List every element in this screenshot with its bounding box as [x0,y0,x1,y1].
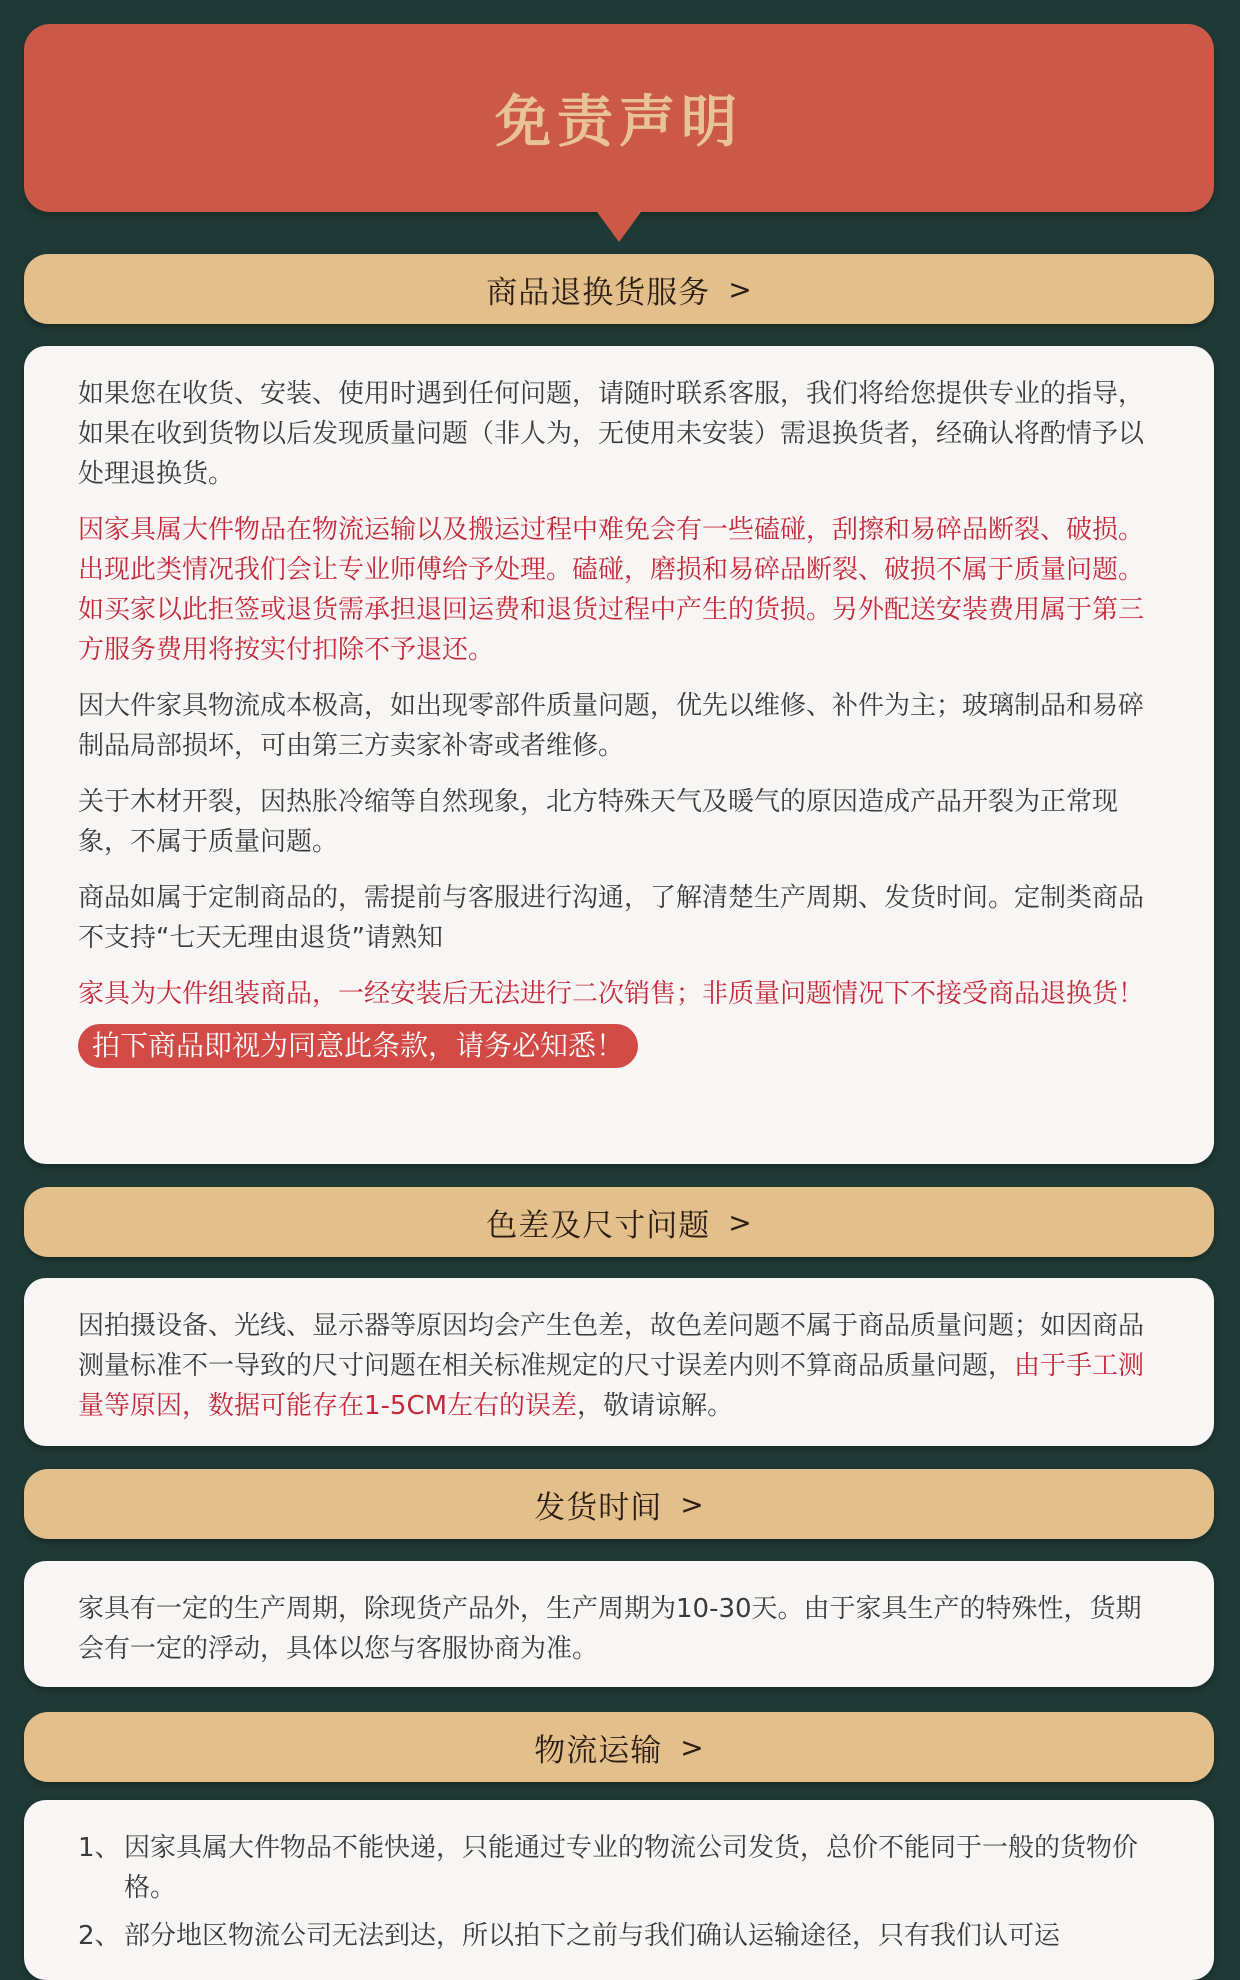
section-header-color-size[interactable] [24,1187,1214,1257]
chevron-right-icon: > [728,1205,752,1239]
color-size-text-red: 由于手工测量等原因，数据可能存在1-5CM左右的误差 [78,1351,1145,1421]
section-header-shipping-time[interactable] [24,1469,1214,1539]
shipping-time-card [24,1561,1214,1687]
returns-paragraph-6: 家具为大件组装商品，一经安装后无法进行二次销售；非质量问题情况下不接受商品退换货！ [78,979,1145,1009]
section-header-label: 物流运输 [534,1732,663,1769]
chevron-right-icon: > [728,272,752,306]
returns-paragraph-5: 商品如属于定制商品的，需提前与客服进行沟通，了解清楚生产周期、发货时间。定制类商品不支持“七天无理由退货”请熟知 [78,883,1145,953]
section-header-label: 发货时间 [534,1489,663,1526]
logistics-card [24,1800,1214,1980]
returns-paragraph-1: 如果您在收货、安装、使用时遇到任何问题，请随时联系客服，我们将给您提供专业的指导，如果在收到货物以后发现质量问题（非人为，无使用未安装）需退换货者，经确认将酌情予以处理退换货。 [78,379,1145,489]
color-size-text [78,1306,1160,1426]
chevron-right-icon: > [680,1487,704,1521]
section-header-returns[interactable] [24,254,1214,324]
list-item [78,1916,1160,1956]
list-item [78,1828,1160,1908]
disclaimer-banner [24,24,1214,212]
shipping-time-text: 家具有一定的生产周期，除现货产品外，生产周期为10-30天。由于家具生产的特殊性，货期会有一定的浮动，具体以您与客服协商为准。 [78,1594,1142,1664]
chevron-right-icon: > [680,1730,704,1764]
list-item-number: 2、 [78,1921,121,1951]
list-item-number: 1、 [78,1833,121,1863]
returns-paragraph-3: 因大件家具物流成本极高，如出现零部件质量问题，优先以维修、补件为主；玻璃制品和易碎制品局部损坏，可由第三方卖家补寄或者维修。 [78,691,1145,761]
section-header-logistics[interactable] [24,1712,1214,1782]
section-header-label: 商品退换货服务 [486,274,711,311]
returns-paragraph-2: 因家具属大件物品在物流运输以及搬运过程中难免会有一些磕碰，刮擦和易碎品断裂、破损。出现此类情况我们会让专业师傅给予处理。磕碰，磨损和易碎品断裂、破损不属于质量问题。如买家以此拒签或退货需承担退回运费和退货过程中产生的货损。另外配送安装费用属于第三方服务费用将按实付扣除不予退还。 [78,515,1145,665]
returns-card [24,346,1214,1164]
banner-title: 免责声明 [495,90,743,155]
list-item-text: 部分地区物流公司无法到达，所以拍下之前与我们确认运输途径，只有我们认可运 [124,1921,1061,1951]
section-header-label: 色差及尺寸问题 [486,1207,711,1244]
color-size-card [24,1278,1214,1446]
returns-paragraph-4: 关于木材开裂，因热胀冷缩等自然现象，北方特殊天气及暖气的原因造成产品开裂为正常现象，不属于质量问题。 [78,787,1119,857]
list-item-text: 因家具属大件物品不能快递，只能通过专业的物流公司发货，总价不能同于一般的货物价格。 [124,1833,1139,1903]
color-size-text-b: ，敬请谅解。 [577,1391,734,1421]
color-size-text-a: 因拍摄设备、光线、显示器等原因均会产生色差，故色差问题不属于商品质量问题；如因商品测量标准不一导致的尺寸问题在相关标准规定的尺寸误差内则不算商品质量问题， [78,1311,1145,1381]
agreement-notice-badge: 拍下商品即视为同意此条款，请务必知悉！ [78,1024,638,1068]
